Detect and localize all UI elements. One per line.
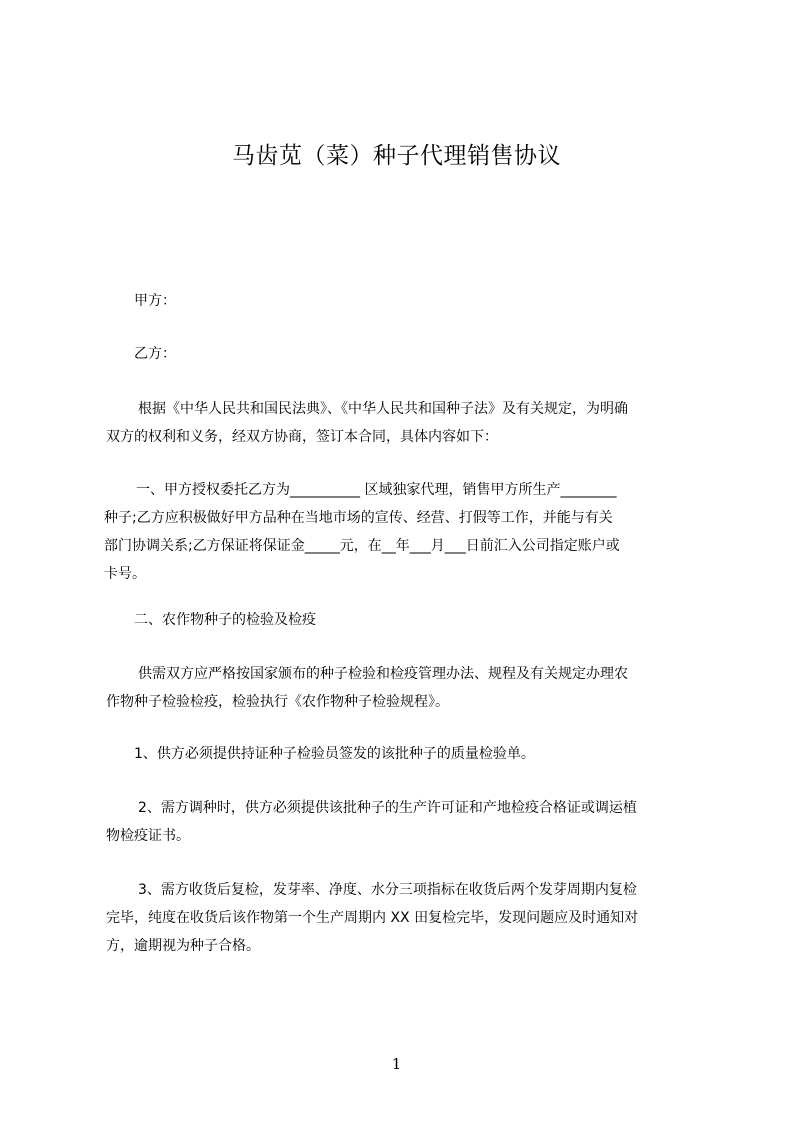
clause-2-line-1: 供需双方应严格按国家颁布的种子检验和检疫管理办法、规程及有关规定办理农: [138, 666, 628, 682]
clause-2-heading: [134, 606, 714, 634]
item-2-line-2: 物检疫证书。: [106, 828, 190, 844]
party-a-label: [134, 287, 714, 315]
item-3-line-2: 完毕，纯度在收货后该作物第一个生产周期内 XX 田复检完毕，发现问题应及时通知对: [106, 910, 639, 926]
item-2-line-1: 2、需方调种时，供方必须提供该批种子的生产许可证和产地检疫合格证或调运植: [138, 800, 637, 816]
clause-1-paragraph: [104, 476, 704, 588]
item-1-text: 1、供方必须提供持证种子检验员签发的该批种子的质量检验单。: [134, 746, 535, 762]
clause-1-line-2: 种子;乙方应积极做好甲方品种在当地市场的宣传、经营、打假等工作，并能与有关: [104, 510, 613, 526]
item-1-paragraph: [134, 740, 714, 768]
item-3-line-3: 方，逾期视为种子合格。: [106, 938, 260, 954]
clause-2-body: [106, 660, 686, 716]
party-b-label: [134, 340, 714, 368]
intro-paragraph: [106, 395, 686, 451]
item-3-paragraph: [106, 876, 711, 960]
clause-1-line-4: 卡号。: [104, 566, 146, 582]
party-a-text: 甲方：: [134, 293, 176, 309]
document-title: 马齿苋（菜）种子代理销售协议: [232, 143, 561, 169]
clause-2-heading-text: 二、农作物种子的检验及检疫: [134, 612, 316, 628]
clause-2-line-2: 作物种子检验检疫，检验执行《农作物种子检验规程》。: [106, 694, 449, 710]
party-b-text: 乙方：: [134, 346, 176, 362]
page-number: 1: [391, 1055, 402, 1073]
item-3-line-1: 3、需方收货后复检，发芽率、净度、水分三项指标在收货后两个发芽周期内复检: [138, 882, 637, 898]
item-2-paragraph: [106, 794, 711, 850]
clause-1-line-1: 一、甲方授权委托乙方为__________ 区域独家代理，销售甲方所生产________: [136, 482, 617, 498]
clause-1-line-3: 部门协调关系;乙方保证将保证金_____元，在__年___月___日前汇入公司指定账户或: [104, 538, 620, 554]
intro-line-2: 双方的权利和义务，经双方协商，签订本合同，具体内容如下：: [106, 429, 498, 445]
intro-line-1: 根据《中华人民共和国民法典》、《中华人民共和国种子法》及有关规定，为明确: [138, 401, 628, 417]
